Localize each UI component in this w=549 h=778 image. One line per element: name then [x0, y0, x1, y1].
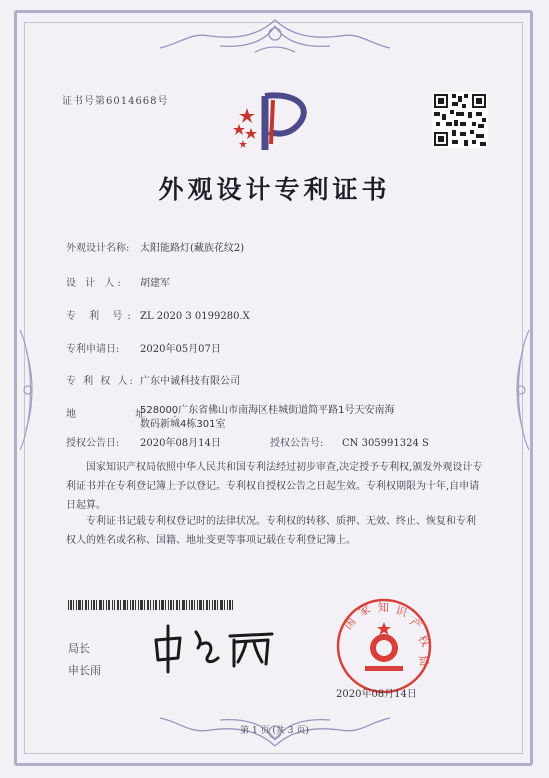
svg-text:局: 局: [416, 654, 431, 668]
certificate-number: 证书号第6014668号: [62, 96, 169, 107]
grant-number-value: CN 305991324 S: [342, 438, 429, 449]
filing-date-value: 2020年05月07日: [140, 344, 221, 355]
certificate-title: 外观设计专利证书: [158, 175, 391, 204]
patent-number-label: 专 利 号:: [66, 311, 136, 322]
address-line-2: 数码新城4栋301室: [140, 419, 226, 430]
design-name-label: 外观设计名称:: [66, 243, 130, 254]
design-name-value: 太阳能路灯(藏族花纹2): [140, 243, 245, 254]
barcode-icon: [68, 600, 234, 610]
director-title: 局长: [68, 642, 90, 655]
left-ornament: [16, 330, 38, 450]
svg-text:知: 知: [378, 601, 389, 614]
svg-text:识: 识: [393, 603, 409, 620]
address-line-1: 528000广东省佛山市南海区桂城街道简平路1号天安南海: [140, 405, 395, 416]
qr-code-icon: [432, 92, 488, 148]
director-name: 申长雨: [68, 664, 101, 677]
svg-text:家: 家: [356, 602, 373, 619]
svg-text:国: 国: [341, 615, 359, 632]
top-ornament: [150, 14, 400, 58]
cnipa-logo: [225, 88, 323, 156]
designer-label: 设 计 人:: [66, 278, 124, 289]
grant-date-value: 2020年08月14日: [140, 438, 221, 449]
patentee-label: 专 利 权 人:: [66, 376, 135, 387]
page-footer: 第 1 页 (共 3 页): [240, 726, 309, 736]
svg-text:权: 权: [415, 633, 433, 650]
grant-number-label: 授权公告号:: [270, 438, 324, 449]
grant-date-label: 授权公告日:: [66, 438, 120, 449]
designer-value: 胡建军: [140, 278, 170, 289]
filing-date-label: 专利申请日:: [66, 344, 120, 355]
official-seal: [325, 596, 443, 700]
seal-date: 2020年08月14日: [336, 689, 417, 700]
svg-text:产: 产: [407, 615, 424, 633]
director-signature: [150, 618, 280, 674]
patent-number-value: ZL 2020 3 0199280.X: [140, 311, 250, 322]
address-label: 地 址:: [66, 409, 205, 420]
legal-status-paragraph: 专利证书记载专利权登记时的法律状况。专利权的转移、质押、无效、终止、恢复和专利权人的姓名或名称、国籍、地址变更等事项记载在专利登记簿上。: [66, 516, 476, 546]
patentee-value: 广东中诚科技有限公司: [140, 376, 240, 387]
grant-statement-paragraph: 国家知识产权局依照中华人民共和国专利法经过初步审查,决定授予专利权,颁发外观设计专利证书并在专利登记簿上予以登记。专利权自授权公告之日起生效。专利权期限为十年,自申请日起算。: [66, 462, 483, 511]
right-ornament: [511, 330, 533, 450]
